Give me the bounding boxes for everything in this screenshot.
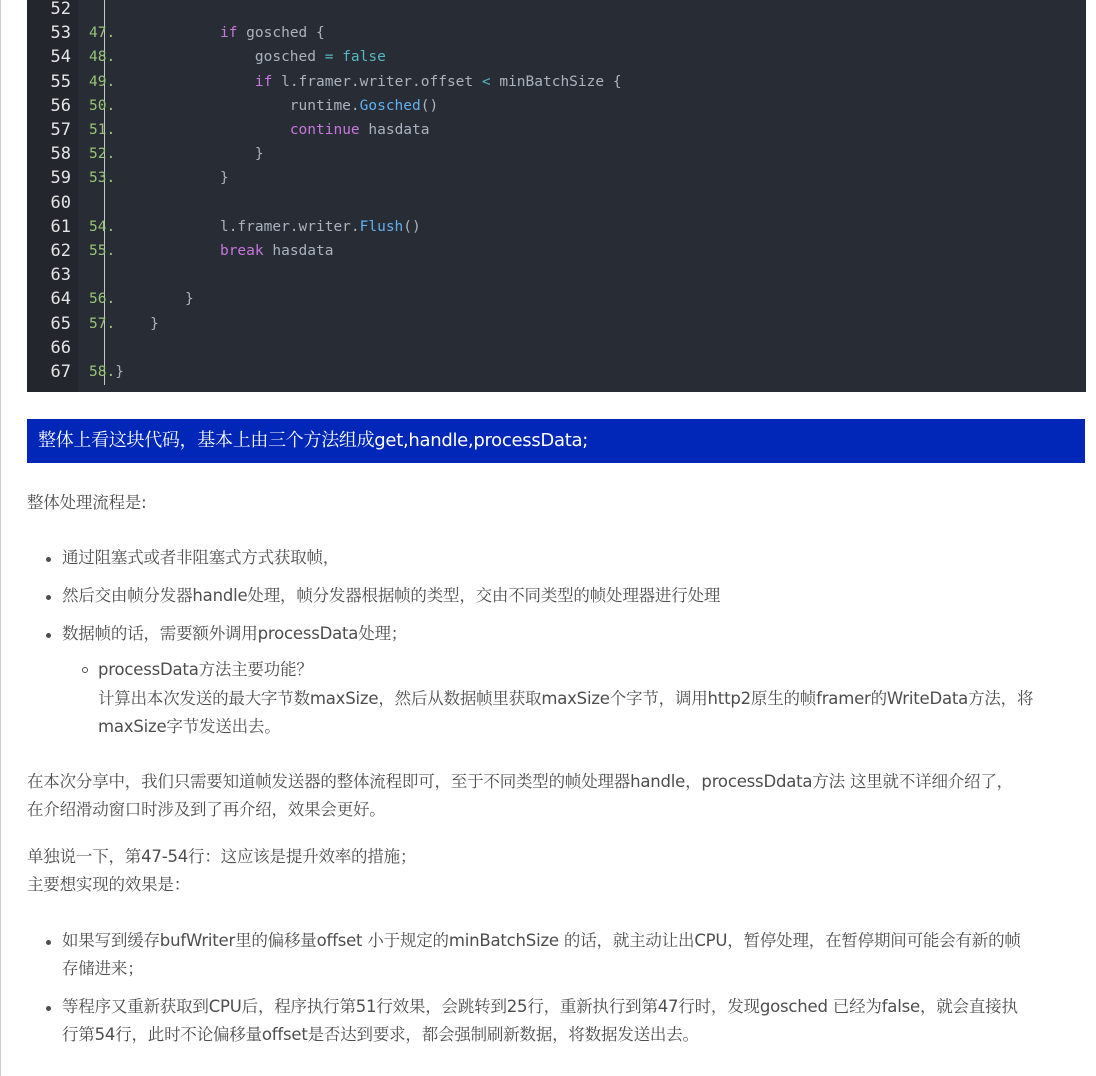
effect-item: 如果写到缓存bufWriter里的偏移量offset 小于规定的minBatchSize 的话，就主动让出CPU，暂停处理，在暂停期间可能会有新的帧 — [62, 931, 1021, 950]
code-text: 58.} — [89, 364, 124, 380]
section-heading — [27, 419, 1085, 463]
flow-intro: 整体处理流程是: — [27, 493, 147, 512]
code-line — [27, 45, 1086, 69]
code-line — [27, 287, 1086, 311]
code-text: 49. if l.framer.writer.offset < minBatchSize { — [89, 73, 622, 90]
line-number: 59 — [50, 168, 71, 189]
sub-item-desc: 计算出本次发送的最大字节数maxSize，然后从数据帧里获取maxSize个字节，调用http2原生的帧framer的WriteData方法，将 — [98, 689, 1034, 708]
effect-item-cont: 行第54行，此时不论偏移量offset是否达到要求，都会强制刷新数据，将数据发送出去。 — [62, 1025, 699, 1044]
code-text: 51. continue hasdata — [89, 122, 430, 138]
line-number: 62 — [50, 241, 71, 261]
paragraph-cont: 主要想实现的效果是： — [27, 875, 191, 894]
code-text: 50. runtime.Gosched() — [89, 97, 439, 114]
effect-item-cont: 存储进来； — [62, 959, 144, 978]
code-line — [27, 142, 1086, 166]
code-text: 52. } — [89, 146, 264, 163]
flow-item: 通过阻塞式或者非阻塞式方式获取帧， — [62, 548, 340, 567]
paragraph: 单独说一下，第47-54行：这应该是提升效率的措施； — [27, 847, 417, 866]
code-text: 55. break hasdata — [89, 243, 334, 259]
bullet-dot — [46, 1006, 51, 1011]
code-line — [27, 263, 1086, 287]
sub-bullet-circle — [82, 667, 88, 673]
line-number: 53 — [50, 23, 71, 44]
line-number: 57 — [50, 120, 71, 140]
code-line — [27, 166, 1086, 190]
bullet-dot — [46, 633, 51, 638]
line-number: 56 — [50, 95, 71, 116]
line-number: 64 — [50, 289, 71, 310]
code-text: 53. } — [89, 170, 229, 187]
line-number: 60 — [50, 192, 71, 213]
line-number: 66 — [50, 337, 71, 358]
code-line — [27, 118, 1086, 142]
code-line — [27, 239, 1086, 263]
code-text: 57. } — [89, 315, 159, 332]
paragraph-cont: 在介绍滑动窗口时涉及到了再介绍，效果会更好。 — [27, 800, 386, 819]
flow-item: 然后交由帧分发器handle处理，帧分发器根据帧的类型，交由不同类型的帧处理器进行处理 — [62, 586, 721, 605]
code-line — [27, 70, 1086, 94]
line-number: 55 — [50, 71, 71, 92]
flow-item: 数据帧的话，需要额外调用processData处理； — [62, 624, 408, 643]
code-text: 47. if gosched { — [89, 25, 325, 42]
code-text: 54. l.framer.writer.Flush() — [89, 218, 421, 235]
line-number: 54 — [50, 47, 71, 68]
code-line — [27, 21, 1086, 45]
section-heading-text: 整体上看这块代码，基本上由三个方法组成get,handle,processData; — [38, 430, 588, 451]
page-left-border — [0, 0, 1, 1076]
bullet-dot — [46, 595, 51, 600]
effect-item: 等程序又重新获取到CPU后，程序执行第51行效果，会跳转到25行，重新执行到第47行时，发现gosched 已经为false，就会直接执 — [62, 997, 1018, 1016]
code-line — [27, 360, 1086, 384]
code-line — [27, 191, 1086, 215]
line-number: 52 — [50, 0, 71, 19]
code-text: 48. gosched = false — [89, 49, 386, 66]
sub-item-title: processData方法主要功能？ — [98, 660, 313, 679]
code-line — [27, 94, 1086, 118]
line-number: 67 — [50, 362, 71, 382]
code-line — [27, 215, 1086, 239]
code-block — [27, 0, 1086, 392]
code-line — [27, 336, 1086, 360]
bullet-dot — [46, 557, 51, 562]
code-line — [27, 0, 1086, 21]
line-number: 61 — [50, 216, 71, 237]
line-number: 58 — [50, 144, 71, 165]
line-number: 63 — [50, 265, 71, 286]
code-text: 56. } — [89, 291, 194, 308]
bullet-dot — [46, 940, 51, 945]
sub-item-desc-cont: maxSize字节发送出去。 — [98, 717, 281, 736]
line-number: 65 — [50, 313, 71, 334]
paragraph: 在本次分享中，我们只需要知道帧发送器的整体流程即可，至于不同类型的帧处理器handle，processDdata方法 这里就不详细介绍了， — [27, 772, 1013, 791]
code-line — [27, 312, 1086, 336]
